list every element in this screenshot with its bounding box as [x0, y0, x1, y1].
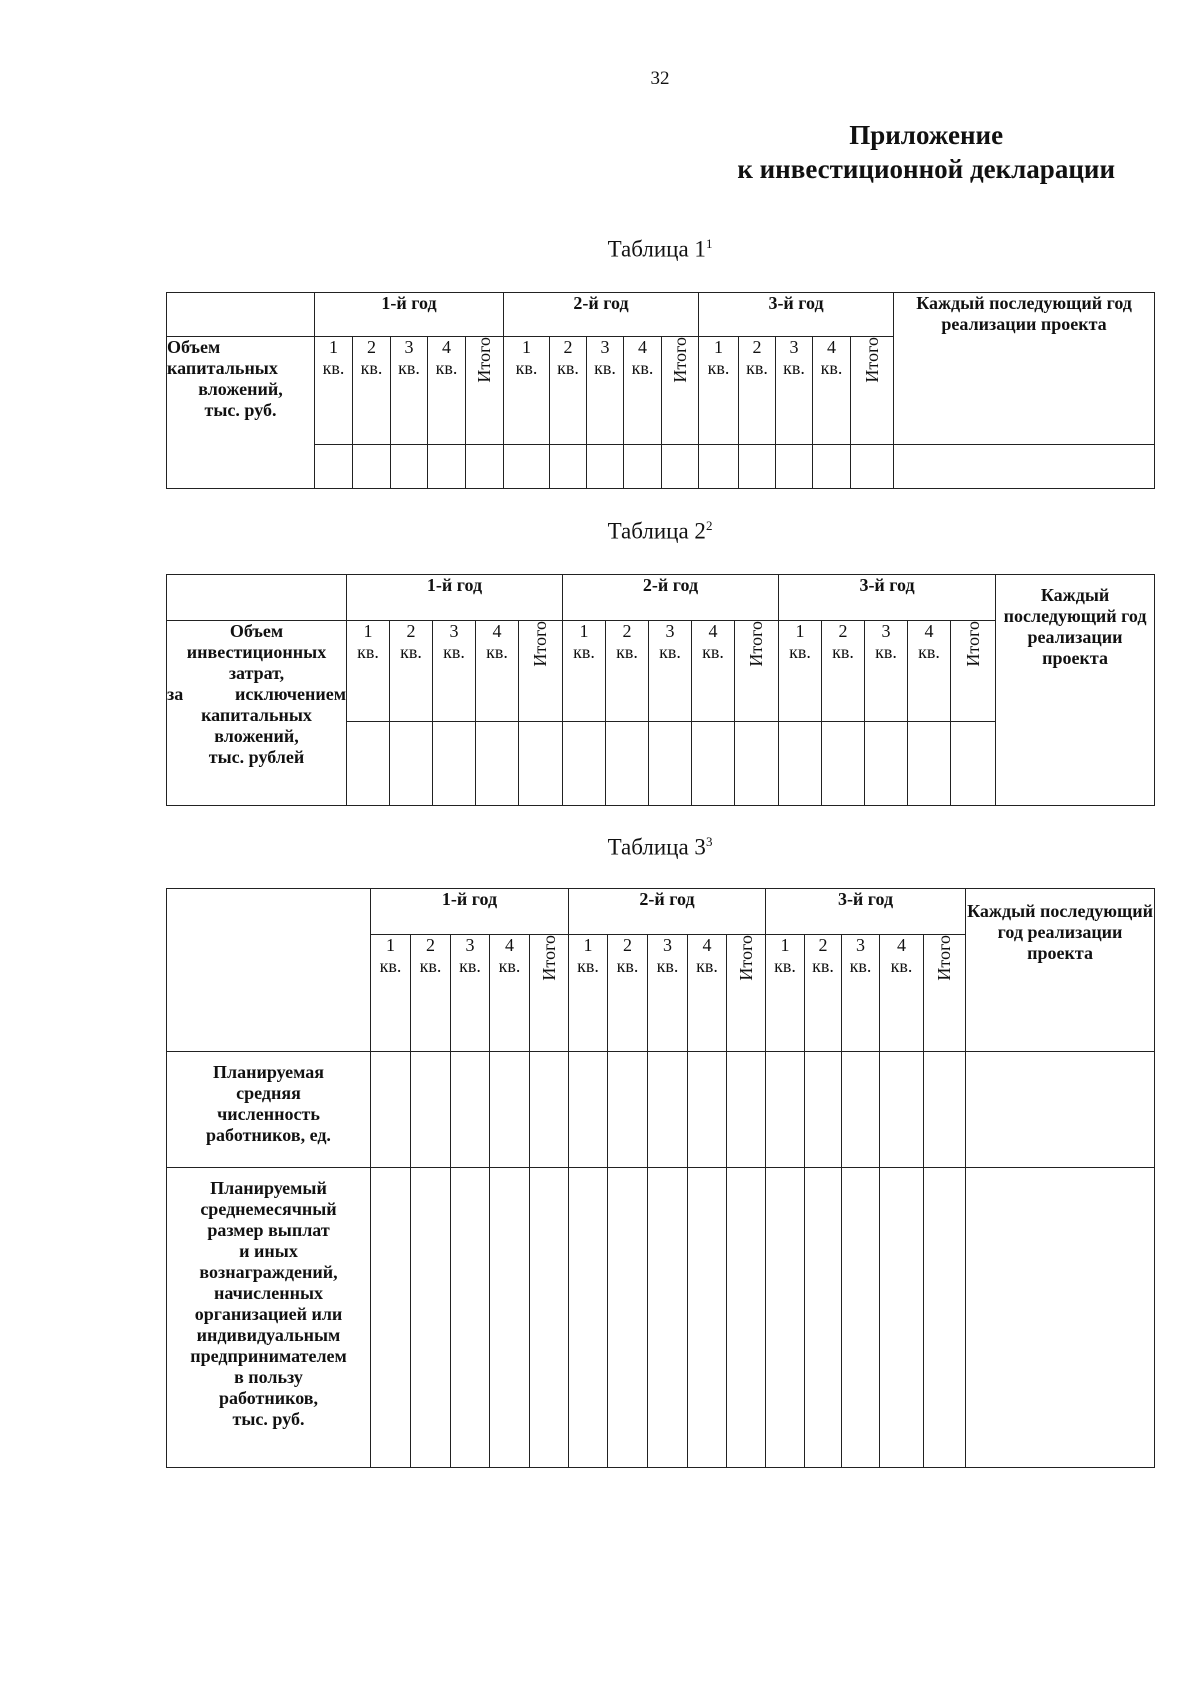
total-header [735, 621, 779, 722]
empty-cell [353, 445, 391, 489]
total-label: Итого [861, 337, 882, 383]
quarter-number: 2 [622, 621, 632, 641]
quarter-abbr: кв. [783, 358, 805, 378]
quarter-abbr: кв. [707, 358, 730, 378]
table1-caption [0, 236, 1200, 263]
table3-subsequent-year-header: Каждый последующий год реализации проекта [966, 889, 1155, 1052]
empty-cell [692, 722, 735, 806]
row-label-line: организацией или [194, 1304, 343, 1324]
table2-subsequent-year-header: Каждый последующий год реализации проекта [996, 575, 1155, 806]
row-label-line: вложений, [214, 726, 299, 746]
empty-cell [315, 445, 353, 489]
quarter-number: 4 [702, 935, 712, 955]
empty-cell [390, 722, 433, 806]
empty-cell [648, 1168, 688, 1468]
quarter-abbr: кв. [918, 642, 940, 662]
quarter-abbr: кв. [443, 642, 465, 662]
empty-cell [411, 1168, 451, 1468]
total-header [727, 935, 766, 1052]
empty-cell [371, 1168, 411, 1468]
row-label-line: Планируемый [210, 1178, 327, 1198]
quarter-abbr: кв. [890, 956, 913, 976]
table3-row1-label [167, 1052, 371, 1168]
empty-cell [779, 722, 822, 806]
quarter-header [649, 621, 692, 722]
quarter-number: 3 [856, 935, 866, 955]
total-label: Итого [746, 621, 767, 667]
quarter-header [563, 621, 606, 722]
quarter-number: 2 [406, 621, 416, 641]
empty-cell [865, 722, 908, 806]
quarter-number: 1 [780, 935, 790, 955]
table1-year-header: 2-й год [504, 293, 699, 337]
empty-cell [569, 1052, 608, 1168]
quarter-header [908, 621, 951, 722]
quarter-abbr: кв. [656, 956, 679, 976]
empty-cell [648, 1052, 688, 1168]
row-label-line: численность [217, 1104, 320, 1124]
row-label-line: работников, [218, 1388, 319, 1408]
total-header [951, 621, 996, 722]
empty-cell [490, 1052, 530, 1168]
quarter-number: 3 [449, 621, 459, 641]
total-label: Итого [530, 621, 550, 667]
quarter-header [315, 337, 353, 445]
row-label-line: затрат, [228, 663, 285, 683]
total-label: Итого [538, 935, 559, 981]
empty-cell [727, 1052, 766, 1168]
quarter-header [390, 621, 433, 722]
quarter-abbr: кв. [774, 956, 796, 976]
appendix-heading-line1: Приложение [849, 120, 1004, 150]
table3-footnote-mark: 3 [705, 834, 713, 849]
row-label-line: работников, ед. [206, 1125, 331, 1145]
quarter-abbr: кв. [400, 642, 422, 662]
quarter-header [813, 337, 851, 445]
empty-cell [569, 1168, 608, 1468]
table1-footnote-mark: 1 [705, 236, 713, 251]
empty-cell [739, 445, 776, 489]
quarter-header [371, 935, 411, 1052]
quarter-number: 3 [465, 935, 475, 955]
table2-row-label [167, 621, 347, 806]
table3-caption [0, 834, 1200, 861]
quarter-abbr: кв. [789, 642, 811, 662]
empty-cell [805, 1168, 842, 1468]
empty-cell [662, 445, 699, 489]
row-label-line: тыс. руб. [204, 400, 277, 420]
empty-cell [624, 445, 662, 489]
table2-year-header: 1-й год [347, 575, 563, 621]
row-label-line: и иных [239, 1241, 298, 1261]
quarter-header [451, 935, 490, 1052]
quarter-number: 3 [600, 337, 610, 357]
table1-subsequent-year-header: Каждый последующий год реализации проекта [894, 293, 1155, 445]
quarter-header [805, 935, 842, 1052]
total-header [662, 337, 699, 445]
quarter-abbr: кв. [616, 642, 638, 662]
table2-year-header: 2-й год [563, 575, 779, 621]
empty-cell [347, 722, 390, 806]
row-label-line: Планируемая [213, 1062, 324, 1082]
page-number: 32 [650, 68, 670, 89]
quarter-abbr: кв. [515, 358, 538, 378]
quarter-abbr: кв. [419, 956, 442, 976]
empty-cell [411, 1052, 451, 1168]
quarter-header [699, 337, 739, 445]
quarter-header [347, 621, 390, 722]
empty-cell [842, 1052, 880, 1168]
total-label: Итого [962, 621, 983, 667]
empty-cell [851, 445, 894, 489]
quarter-abbr: кв. [379, 956, 402, 976]
empty-cell [563, 722, 606, 806]
quarter-number: 1 [363, 621, 373, 641]
empty-cell [822, 722, 865, 806]
row-label-line: инвестиционных [186, 642, 327, 662]
table2-year-header: 3-й год [779, 575, 996, 621]
quarter-abbr: кв. [498, 956, 521, 976]
appendix-heading [737, 118, 1115, 186]
row-label-line: индивидуальным [196, 1325, 341, 1345]
table1-year-header: 3-й год [699, 293, 894, 337]
quarter-header [391, 337, 428, 445]
table1-year-header: 1-й год [315, 293, 504, 337]
quarter-header [822, 621, 865, 722]
quarter-number: 4 [492, 621, 502, 641]
quarter-header [587, 337, 624, 445]
quarter-abbr: кв. [820, 358, 843, 378]
quarter-header [766, 935, 805, 1052]
quarter-header [776, 337, 813, 445]
quarter-header [606, 621, 649, 722]
empty-cell [606, 722, 649, 806]
table2-caption-text: Таблица 2 [607, 518, 706, 544]
total-header [530, 935, 569, 1052]
table1 [166, 292, 1155, 489]
total-label: Итого [669, 337, 690, 383]
quarter-number: 3 [404, 337, 414, 357]
quarter-abbr: кв. [557, 358, 579, 378]
row-label-line: вознаграждений, [199, 1262, 338, 1282]
quarter-header [688, 935, 727, 1052]
quarter-abbr: кв. [696, 956, 718, 976]
empty-cell [880, 1052, 924, 1168]
quarter-header [624, 337, 662, 445]
quarter-header [842, 935, 880, 1052]
empty-cell [550, 445, 587, 489]
quarter-abbr: кв. [322, 358, 345, 378]
row-label-line: капитальных [201, 705, 312, 725]
quarter-number: 2 [818, 935, 828, 955]
row-label-line: в пользу [234, 1367, 303, 1387]
quarter-abbr: кв. [631, 358, 654, 378]
empty-cell [699, 445, 739, 489]
empty-cell [587, 445, 624, 489]
empty-cell [608, 1052, 648, 1168]
empty-cell [466, 445, 504, 489]
quarter-header [608, 935, 648, 1052]
quarter-abbr: кв. [573, 642, 595, 662]
empty-cell [608, 1168, 648, 1468]
empty-cell [530, 1168, 569, 1468]
table3 [166, 888, 1155, 1468]
quarter-number: 1 [714, 337, 724, 357]
table3-year-header: 1-й год [371, 889, 569, 935]
quarter-abbr: кв. [435, 358, 458, 378]
quarter-number: 2 [838, 621, 848, 641]
empty-cell [735, 722, 779, 806]
table2-caption [0, 518, 1200, 545]
empty-cell [894, 445, 1155, 489]
row-label-line: за исключением [167, 684, 346, 704]
empty-cell [391, 445, 428, 489]
quarter-number: 3 [665, 621, 675, 641]
quarter-abbr: кв. [360, 358, 383, 378]
quarter-header [490, 935, 530, 1052]
table3-row2-label [167, 1168, 371, 1468]
row-label-line: капитальных [167, 358, 278, 378]
empty-cell [490, 1168, 530, 1468]
empty-cell [766, 1052, 805, 1168]
empty-cell [776, 445, 813, 489]
quarter-header [476, 621, 519, 722]
row-label-line: среднемесячный [200, 1199, 337, 1219]
quarter-abbr: кв. [875, 642, 897, 662]
quarter-header [504, 337, 550, 445]
quarter-abbr: кв. [398, 358, 420, 378]
table3-caption-text: Таблица 3 [607, 834, 706, 860]
quarter-abbr: кв. [486, 642, 508, 662]
quarter-number: 2 [367, 337, 376, 357]
quarter-abbr: кв. [659, 642, 681, 662]
quarter-header [569, 935, 608, 1052]
table3-year-header: 3-й год [766, 889, 966, 935]
quarter-number: 2 [752, 337, 762, 357]
row-label-line: предпринимателем [190, 1346, 347, 1366]
table1-row-label [167, 337, 315, 489]
row-label-line: средняя [236, 1083, 301, 1103]
empty-cell [966, 1168, 1155, 1468]
empty-cell [688, 1052, 727, 1168]
empty-cell [924, 1168, 966, 1468]
quarter-number: 2 [426, 935, 435, 955]
quarter-number: 1 [795, 621, 805, 641]
total-header [851, 337, 894, 445]
total-header [519, 621, 563, 722]
quarter-number: 2 [623, 935, 633, 955]
quarter-number: 4 [505, 935, 514, 955]
empty-cell [766, 1168, 805, 1468]
quarter-number: 1 [583, 935, 593, 955]
quarter-number: 3 [789, 337, 799, 357]
quarter-number: 2 [563, 337, 573, 357]
quarter-header [428, 337, 466, 445]
empty-cell [688, 1168, 727, 1468]
quarter-abbr: кв. [577, 956, 599, 976]
quarter-header [880, 935, 924, 1052]
quarter-number: 4 [827, 337, 837, 357]
quarter-abbr: кв. [357, 642, 379, 662]
quarter-abbr: кв. [616, 956, 639, 976]
row-label-line: размер выплат [207, 1220, 330, 1240]
quarter-number: 4 [708, 621, 718, 641]
appendix-heading-line2: к инвестиционной декларации [737, 154, 1115, 184]
quarter-header [692, 621, 735, 722]
quarter-header [550, 337, 587, 445]
empty-cell [433, 722, 476, 806]
total-label: Итого [735, 935, 756, 981]
empty-cell [880, 1168, 924, 1468]
quarter-header [353, 337, 391, 445]
quarter-header [411, 935, 451, 1052]
empty-cell [966, 1052, 1155, 1168]
quarter-abbr: кв. [849, 956, 872, 976]
table3-corner-cell [167, 889, 371, 1052]
empty-cell [451, 1168, 490, 1468]
quarter-number: 1 [579, 621, 589, 641]
empty-cell [842, 1168, 880, 1468]
quarter-number: 4 [442, 337, 451, 357]
quarter-number: 1 [522, 337, 532, 357]
row-label-line: Объем [167, 337, 221, 357]
table2-footnote-mark: 2 [705, 518, 713, 533]
empty-cell [371, 1052, 411, 1168]
empty-cell [813, 445, 851, 489]
empty-cell [908, 722, 951, 806]
empty-cell [476, 722, 519, 806]
quarter-number: 1 [386, 935, 395, 955]
row-label-line: Объем [229, 621, 284, 641]
quarter-header [739, 337, 776, 445]
row-label-line: тыс. рублей [208, 747, 305, 767]
empty-cell [519, 722, 563, 806]
empty-cell [428, 445, 466, 489]
table3-year-header: 2-й год [569, 889, 766, 935]
quarter-number: 3 [881, 621, 891, 641]
table1-caption-text: Таблица 1 [607, 236, 706, 262]
quarter-abbr: кв. [812, 956, 834, 976]
table2 [166, 574, 1155, 806]
row-label-line: вложений, [198, 379, 283, 399]
total-header [924, 935, 966, 1052]
quarter-abbr: кв. [702, 642, 724, 662]
quarter-number: 4 [924, 621, 934, 641]
empty-cell [530, 1052, 569, 1168]
quarter-number: 1 [329, 337, 338, 357]
quarter-abbr: кв. [594, 358, 616, 378]
quarter-abbr: кв. [746, 358, 768, 378]
quarter-number: 4 [897, 935, 907, 955]
quarter-header [433, 621, 476, 722]
quarter-abbr: кв. [832, 642, 854, 662]
quarter-number: 3 [663, 935, 673, 955]
empty-cell [805, 1052, 842, 1168]
empty-cell [451, 1052, 490, 1168]
total-label: Итого [474, 337, 494, 383]
quarter-abbr: кв. [459, 956, 481, 976]
total-header [466, 337, 504, 445]
row-label-line: тыс. руб. [232, 1409, 305, 1429]
table1-corner-cell [167, 293, 315, 337]
total-label: Итого [934, 935, 955, 981]
empty-cell [951, 722, 996, 806]
empty-cell [924, 1052, 966, 1168]
row-label-line: начисленных [213, 1283, 324, 1303]
empty-cell [727, 1168, 766, 1468]
table2-corner-cell [167, 575, 347, 621]
quarter-number: 4 [638, 337, 648, 357]
empty-cell [504, 445, 550, 489]
quarter-header [648, 935, 688, 1052]
quarter-header [779, 621, 822, 722]
quarter-header [865, 621, 908, 722]
empty-cell [649, 722, 692, 806]
